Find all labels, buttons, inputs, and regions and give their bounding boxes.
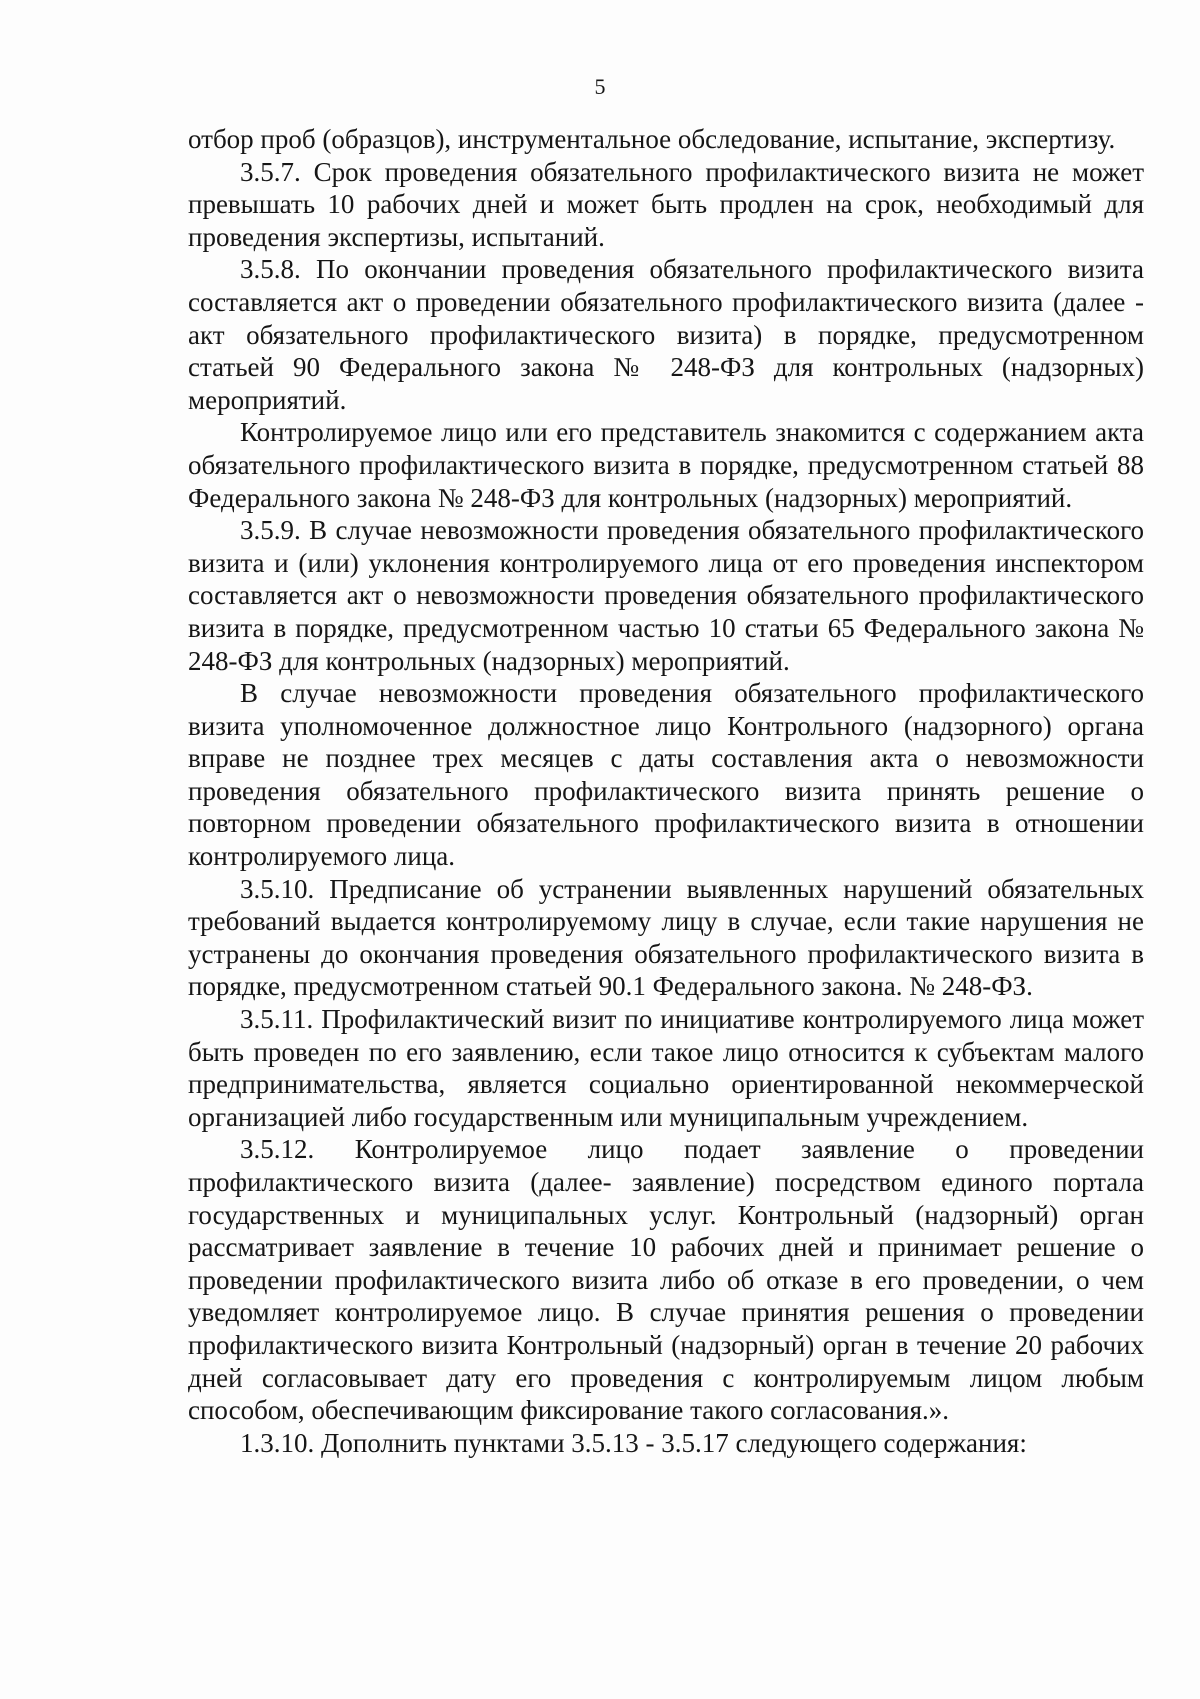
paragraph-3-5-11: 3.5.11. Профилактический визит по инициативе контролируемого лица может быть проведен по его заявлению, если такое лицо относится к субъектам малого предпринимательства, является социально ориентированной некоммерческой организацией либо государственным или муниципальным учреждением. bbox=[188, 1004, 1144, 1132]
document-body bbox=[188, 123, 1144, 1459]
page-number: 5 bbox=[594, 74, 606, 99]
paragraph-3-5-10: 3.5.10. Предписание об устранении выявленных нарушений обязательных требований выдается контролируемому лицу в случае, если такие нарушения не устранены до окончания проведения обязательного профилактического визита в порядке, предусмотренном статьей 90.1 Федерального закона. № 248-ФЗ. bbox=[188, 873, 1144, 1002]
paragraph-3-5-8: 3.5.8. По окончании проведения обязательного профилактического визита составляется акт о проведении обязательного профилактического визита (далее - акт обязательного профилактического визита) в порядке, предусмотренном статьей 90 Федерального закона № 248-ФЗ для контрольных (надзорных) мероприятий. bbox=[188, 254, 1144, 415]
paragraph-3-5-9: 3.5.9. В случае невозможности проведения обязательного профилактического визита и (или) уклонения контролируемого лица от его проведения инспектором составляется акт о невозможности проведения обязательного профилактического визита в порядке, предусмотренном частью 10 статьи 65 Федерального закона № 248-ФЗ для контрольных (надзорных) мероприятий. bbox=[188, 515, 1144, 676]
paragraph-3-5-7: 3.5.7. Срок проведения обязательного профилактического визита не может превышать 10 рабочих дней и может быть продлен на срок, необходимый для проведения экспертизы, испытаний. bbox=[188, 156, 1144, 252]
paragraph-repeat-visit: В случае невозможности проведения обязательного профилактического визита уполномоченное должностное лицо Контрольного (надзорного) органа вправе не позднее трех месяцев с даты составления акта о невозможности проведения обязательного профилактического визита принять решение о повторном проведении обязательного профилактического визита в отношении контролируемого лица. bbox=[188, 678, 1144, 872]
paragraph-3-5-12: 3.5.12. Контролируемое лицо подает заявление о проведении профилактического визита (далее- заявление) посредством единого портала государственных и муниципальных услуг. Контрольный (надзорный) орган рассматривает заявление в течение 10 рабочих дней и принимает решение о проведении профилактического визита либо об отказе в его проведении, о чем уведомляет контролируемое лицо. В случае принятия решения о проведении профилактического визита Контрольный (надзорный) орган в течение 20 рабочих дней согласовывает дату его проведения с контролируемым лицом любым способом, обеспечивающим фиксирование такого согласования.». bbox=[188, 1134, 1144, 1426]
paragraph-act-familiarization: Контролируемое лицо или его представитель знакомится с содержанием акта обязательного профилактического визита в порядке, предусмотренном статьей 88 Федерального закона № 248-ФЗ для контрольных (надзорных) мероприятий. bbox=[188, 417, 1144, 513]
paragraph-sampling: отбор проб (образцов), инструментальное обследование, испытание, экспертизу. bbox=[188, 124, 1116, 154]
paragraph-1-3-10: 1.3.10. Дополнить пунктами 3.5.13 - 3.5.17 следующего содержания: bbox=[240, 1427, 1027, 1458]
